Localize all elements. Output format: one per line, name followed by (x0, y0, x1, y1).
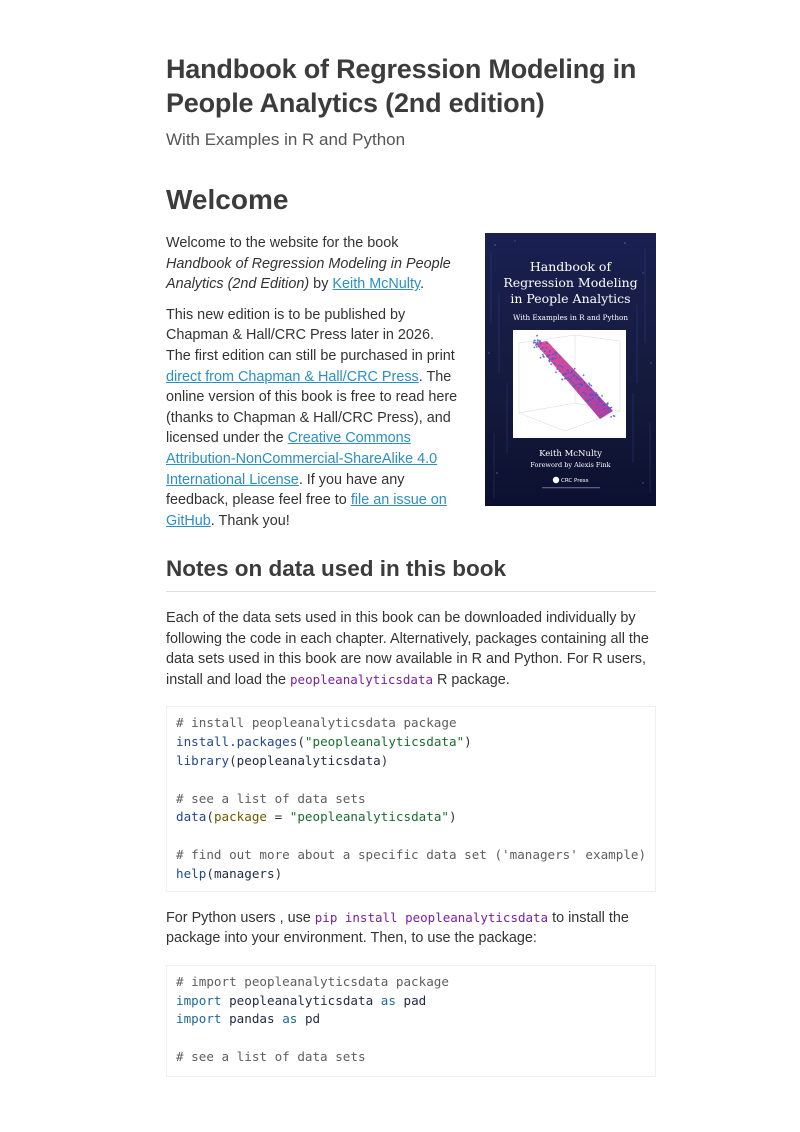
cover-scatter-point (587, 399, 589, 401)
code-alias: pad (403, 992, 427, 1008)
text: Each of the data sets used in this book can be downloaded individually by following the code in each chapter. Alternatively, packages containing all the data sets used in this book are now available in R and Python. For R users, install and load the (166, 610, 649, 688)
cover-scatter-point (573, 375, 575, 377)
code-comment: # install peopleanalyticsdata package (176, 715, 457, 731)
cover-scatter-point (552, 353, 554, 355)
cover-scatter-point (575, 379, 577, 381)
cover-scatter-point (555, 371, 557, 373)
code-comment: # see a list of data sets (176, 790, 366, 806)
cover-scatter-point (544, 350, 546, 352)
cover-scatter-point (578, 378, 580, 380)
cover-scatter-point (580, 385, 582, 387)
cover-scatter-point (564, 373, 566, 375)
cover-scatter-point (590, 389, 592, 391)
book-title-italic: Handbook of Regression Modeling in People Analytics (2nd Edition) (166, 255, 451, 293)
code-alias: pd (304, 1011, 321, 1027)
cover-scatter-point (548, 360, 550, 362)
cover-scatter-point (538, 346, 540, 348)
cover-scatter-point (542, 347, 544, 349)
cover-scatter-point (592, 398, 594, 400)
cover-scatter-point (566, 378, 568, 380)
inline-code-package: peopleanalyticsdata (290, 671, 434, 687)
cover-scatter-point (573, 382, 575, 384)
code-line: library(peopleanalyticsdata) (176, 752, 389, 768)
code-module: pandas (229, 1011, 275, 1027)
cover-scatter-point (558, 365, 560, 367)
cover-scatter-point (596, 404, 598, 406)
code-line: install.packages("peopleanalyticsdata") (176, 734, 472, 750)
cover-scatter-point (536, 335, 538, 337)
code-comment: # see a list of data sets (176, 1048, 366, 1064)
cover-scatter-point (583, 392, 585, 394)
cover-scatter-point (554, 363, 556, 365)
cover-scatter-point (607, 403, 609, 405)
cover-scatter-point (543, 356, 545, 358)
cover-scatter-point (559, 370, 561, 372)
code-keyword: import (176, 992, 222, 1008)
cover-scatter-point (567, 370, 569, 372)
license-link[interactable]: Creative Commons Attribution-NonCommercial-ShareAlike 4.0 International License (166, 430, 438, 488)
cover-scatter-point (562, 366, 564, 368)
r-code-block[interactable] (166, 706, 656, 891)
cover-scatter-point (598, 397, 600, 399)
cover-title-line-1: Handbook of (529, 259, 612, 274)
cover-scatter-point (569, 379, 571, 381)
cover-scatter-point (550, 363, 552, 365)
cover-scatter-point (610, 416, 612, 418)
code-string: "peopleanalyticsdata" (304, 734, 465, 750)
code-keyword: as (380, 992, 396, 1008)
cover-scatter-point (562, 374, 564, 376)
author-link[interactable]: Keith McNulty (332, 276, 421, 293)
code-function: data (176, 809, 207, 825)
publisher-link[interactable]: direct from Chapman & Hall/CRC Press (166, 368, 419, 385)
cover-scatter-point (555, 354, 557, 356)
cover-scatter-point (549, 354, 551, 356)
cover-scatter-point (583, 374, 585, 376)
code-argument: managers (213, 865, 275, 881)
welcome-paragraph-2 (166, 305, 458, 532)
cover-scatter-point (549, 358, 551, 360)
github-issue-link[interactable]: file an issue on GitHub (166, 492, 447, 529)
text: . The online version of this book is free to read here (thanks to Chapman & Hall/CRC Press), and licensed under the (166, 368, 458, 447)
cover-scatter-point (567, 377, 569, 379)
code-argument: peopleanalyticsdata (236, 752, 381, 768)
code-comment: # import peopleanalyticsdata package (176, 973, 449, 989)
cover-scatter-point (555, 352, 557, 354)
cover-scatter-point (590, 399, 592, 401)
cover-scatter-point (574, 368, 576, 370)
cover-scatter-point (594, 394, 596, 396)
cover-scatter-point (540, 348, 542, 350)
cover-scatter-point (537, 341, 539, 343)
cover-title-line-3: in People Analytics (510, 291, 631, 306)
code-argument: package (213, 809, 268, 825)
cover-scatter-point (581, 378, 583, 380)
cover-subtitle: With Examples in R and Python (513, 313, 628, 322)
inline-code-pip: pip install peopleanalyticsdata (314, 909, 549, 925)
cover-scatter-point (604, 404, 606, 406)
cover-scatter-point (595, 392, 597, 394)
cover-scatter-point (545, 347, 547, 349)
cover-scatter-point (534, 347, 536, 349)
cover-scatter-point (533, 342, 535, 344)
python-code-block[interactable] (166, 965, 656, 1077)
code-keyword: import (176, 1011, 222, 1027)
cover-scatter-point (580, 383, 582, 385)
welcome-text (166, 233, 458, 531)
welcome-paragraph-1 (166, 233, 458, 295)
cover-scatter-point (601, 395, 603, 397)
code-operator: = (267, 809, 290, 825)
text: For Python users , use (166, 909, 315, 926)
cover-publisher: CRC Press (561, 478, 589, 484)
book-cover-image (485, 233, 656, 506)
notes-paragraph-1 (166, 608, 656, 690)
code-keyword: as (282, 1011, 298, 1027)
cover-scatter-point (537, 339, 539, 341)
code-function: install.packages (176, 734, 298, 750)
cover-scatter-point (534, 340, 536, 342)
code-blank-line (176, 1029, 646, 1048)
code-line: data(package = "peopleanalyticsdata") (176, 809, 457, 825)
cover-scatter-point (574, 385, 576, 387)
cover-scatter-point (559, 356, 561, 358)
cover-scatter-point (536, 346, 538, 348)
cover-scatter-point (588, 382, 590, 384)
cover-scatter-point (549, 350, 551, 352)
cover-scatter-point (603, 408, 605, 410)
cover-scatter-point (535, 344, 537, 346)
code-blank-line (176, 827, 646, 846)
text: R package. (433, 671, 510, 688)
text: to install the package into your environment. Then, to use the package: (166, 909, 629, 947)
cover-scatter-point (571, 377, 573, 379)
text: . If you have any feedback, please feel free to (166, 471, 405, 509)
cover-scatter-point (591, 394, 593, 396)
text: This new edition is to be published by Chapman & Hall/CRC Press later in 2026. The first edition can still be purchased in print (166, 306, 455, 364)
cover-scatter-point (599, 401, 601, 403)
cover-scatter-point (560, 365, 562, 367)
cover-scatter-point (578, 387, 580, 389)
text: . (420, 276, 425, 293)
cover-scatter-point (597, 394, 599, 396)
cover-scatter-point (570, 372, 572, 374)
code-line (176, 992, 646, 1011)
cover-scatter-point (590, 385, 592, 387)
cover-scatter-point (540, 343, 542, 345)
welcome-heading: Welcome (166, 184, 289, 215)
code-comment: # find out more about a specific data set ('managers' example) (176, 846, 647, 862)
cover-scatter-point (547, 355, 549, 357)
code-line: help(managers) (176, 865, 283, 881)
cover-plot-background (513, 330, 626, 438)
cover-title-line-2: Regression Modeling (503, 275, 638, 290)
welcome-section (166, 233, 656, 545)
cover-scatter-point (614, 415, 616, 417)
cover-scatter-point (585, 393, 587, 395)
text: . Thank you! (210, 512, 290, 529)
text: Welcome to the website for the book (166, 235, 399, 251)
cover-scatter-point (584, 382, 586, 384)
cover-scatter-point (553, 358, 555, 360)
cover-scatter-point (576, 376, 578, 378)
code-line (176, 1010, 646, 1029)
cover-scatter-point (540, 357, 542, 359)
cover-scatter-point (578, 383, 580, 385)
page-title: Handbook of Regression Modeling in People Analytics (2nd edition) (166, 54, 637, 118)
cover-author: Keith McNulty (539, 449, 602, 459)
notes-heading: Notes on data used in this book (166, 555, 656, 592)
code-string: "peopleanalyticsdata" (289, 809, 449, 825)
cover-scatter-point (568, 372, 570, 374)
cover-scatter-point (608, 407, 610, 409)
cover-scatter-point (542, 354, 544, 356)
cover-foreword: Foreword by Alexis Fink (530, 461, 611, 469)
cover-scatter-point (539, 340, 541, 342)
code-module: peopleanalyticsdata (229, 992, 374, 1008)
text: by (309, 276, 333, 293)
cover-scatter-point (556, 368, 558, 370)
page-content (166, 0, 656, 1077)
book-cover-art (485, 233, 656, 506)
page-subtitle: With Examples in R and Python (166, 130, 406, 149)
cover-scatter-point (570, 381, 572, 383)
notes-paragraph-2 (166, 908, 656, 949)
code-function: help (176, 865, 207, 881)
cover-scatter-point (546, 342, 548, 344)
code-function: library (176, 752, 230, 768)
cover-scatter-point (534, 342, 536, 344)
cover-scatter-point (555, 358, 557, 360)
cover-scatter-point (586, 386, 588, 388)
cover-scatter-point (561, 378, 563, 380)
code-blank-line (176, 771, 646, 790)
